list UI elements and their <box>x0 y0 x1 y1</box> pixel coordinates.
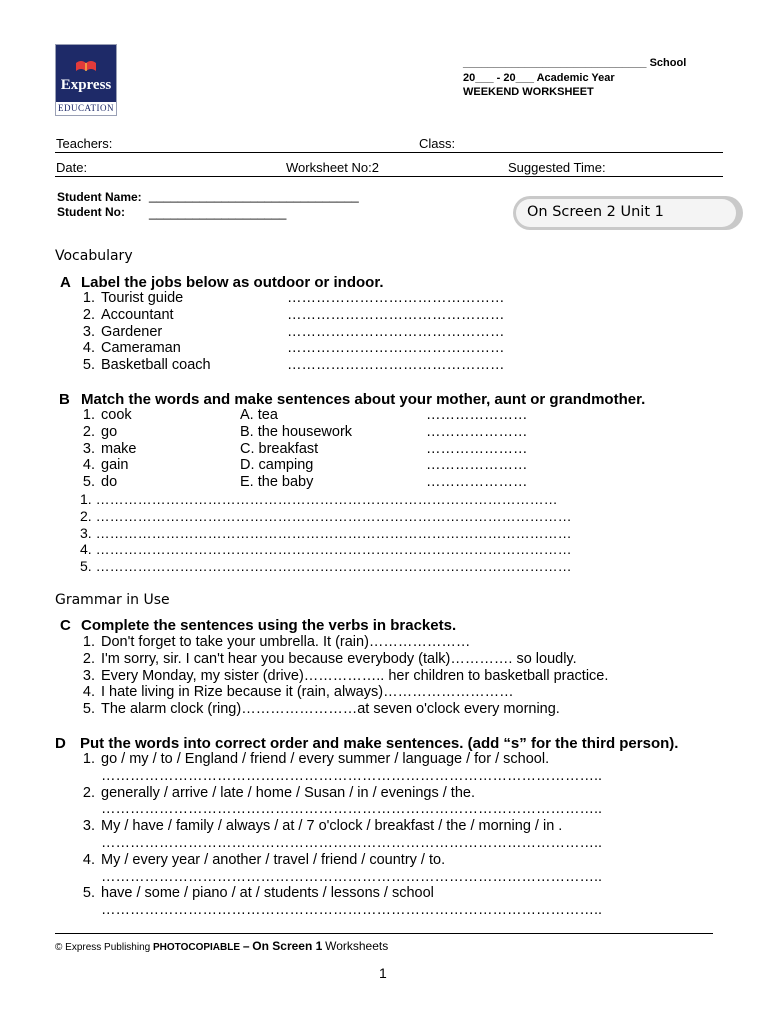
word-order-text: go / my / to / England / friend / every summer / language / for / school. <box>101 751 550 767</box>
answer-blank[interactable]: ………………………………………………………………………………………….. <box>101 868 603 885</box>
job-name: Cameraman <box>101 340 181 357</box>
date-label: Date: <box>56 160 88 175</box>
job-name: Accountant <box>101 306 174 323</box>
match-option: A. tea <box>240 407 278 423</box>
match-option: B. the housework <box>240 423 353 440</box>
job-name: Gardener <box>101 323 163 340</box>
footer-credit <box>55 939 388 953</box>
student-no-field[interactable]: ___________________ <box>149 205 287 220</box>
section-d-instruction: Put the words into correct order and make sentences. (add “s” for the third person). <box>80 735 679 752</box>
sentence-text: Don't forget to take your umbrella. It (rain)………………… <box>101 634 471 650</box>
footer-copyright: © Express Publishing <box>55 942 151 953</box>
section-b-instruction: Match the words and make sentences about your mother, aunt or grandmother. <box>81 391 646 408</box>
unit-badge-inner <box>516 199 736 227</box>
worksheet-type: WEEKEND WORKSHEET <box>463 86 594 98</box>
teachers-rule <box>55 152 723 153</box>
sentence-text: I hate living in Rize because it (rain, always)……………………… <box>101 684 514 701</box>
section-a-letter: A <box>60 274 71 291</box>
verb: make <box>101 440 137 457</box>
section-b-letter: B <box>59 391 70 408</box>
word-order-text: have / some / piano / at / students / lessons / school <box>101 885 434 902</box>
verb: do <box>101 474 118 491</box>
sentence-line[interactable]: 4. ………………………………………………………………………………………… <box>80 541 572 558</box>
section-c-letter: C <box>60 617 71 634</box>
sentence-line[interactable]: 5. ………………………………………………………………………………………… <box>80 558 572 575</box>
sentence-text: The alarm clock (ring)……………………at seven o'clock every morning. <box>101 701 560 718</box>
unit-badge <box>513 196 743 230</box>
answer-blank[interactable]: ………………… <box>426 474 528 491</box>
time-label: Suggested Time: <box>508 160 606 175</box>
job-name: Basketball coach <box>101 357 211 374</box>
answer-blank[interactable]: ……………………………………… <box>287 323 505 340</box>
footer-rule <box>55 933 713 934</box>
answer-blank[interactable]: ………………… <box>426 407 528 423</box>
footer-series: On Screen 1 <box>252 939 323 953</box>
school-line: ______________________________ School <box>463 57 687 69</box>
verb: gain <box>101 457 129 474</box>
student-no-label: Student No: <box>57 205 125 219</box>
match-option: C. breakfast <box>240 440 319 457</box>
section-d-letter: D <box>55 735 66 752</box>
sentence-text: Every Monday, my sister (drive)…………….. her children to basketball practice. <box>101 667 609 684</box>
answer-blank[interactable]: ………………… <box>426 440 528 457</box>
word-order-text: My / every year / another / travel / friend / country / to. <box>101 851 446 868</box>
answer-blank[interactable]: ……………………………………… <box>287 290 505 306</box>
section-c-instruction: Complete the sentences using the verbs in brackets. <box>81 617 457 634</box>
section-a-instruction: Label the jobs below as outdoor or indoor. <box>81 274 384 291</box>
footer-worksheets: Worksheets <box>325 939 389 953</box>
word-order-text: generally / arrive / late / home / Susan / in / evenings / the. <box>101 784 475 801</box>
date-rule <box>55 176 723 177</box>
verb: cook <box>101 407 132 423</box>
vocabulary-title: Vocabulary <box>55 248 133 264</box>
match-option: E. the baby <box>240 474 314 491</box>
word-order-text: My / have / family / always / at / 7 o'clock / breakfast / the / morning / in . <box>101 818 563 835</box>
student-name-label: Student Name: <box>57 190 142 204</box>
sentence-line[interactable]: 1. ……………………………………………………………………………………… <box>80 491 558 507</box>
answer-blank[interactable]: ………………… <box>426 457 528 474</box>
class-label: Class: <box>419 136 456 151</box>
answer-blank[interactable]: ………………… <box>426 423 528 440</box>
answer-blank[interactable]: ………………………………………………………………………………………….. <box>101 767 603 784</box>
unit-badge-text: On Screen 2 Unit 1 <box>527 204 664 220</box>
student-name-field[interactable]: _____________________________ <box>149 188 359 203</box>
academic-year: 20___ - 20___ Academic Year <box>463 72 615 84</box>
section-b-sentences <box>80 491 572 575</box>
footer-dash: – <box>242 939 250 953</box>
match-option: D. camping <box>240 457 314 474</box>
worksheet-number: Worksheet No:2 <box>286 160 379 175</box>
sentence-line[interactable]: 3. ………………………………………………………………………………………… <box>80 524 572 541</box>
logo-sub: EDUCATION <box>58 103 114 113</box>
answer-blank[interactable]: ……………………………………… <box>287 340 505 357</box>
job-name: Tourist guide <box>101 290 184 306</box>
footer-photocopiable: PHOTOCOPIABLE <box>152 942 241 953</box>
book-icon <box>74 59 98 73</box>
answer-blank[interactable]: ……………………………………… <box>287 357 505 374</box>
verb: go <box>101 423 118 440</box>
sentence-text: I'm sorry, sir. I can't hear you because everybody (talk)…………. so loudly. <box>101 650 577 667</box>
teachers-label: Teachers: <box>56 136 113 151</box>
express-logo <box>55 44 117 116</box>
logo-brand: Express <box>60 77 112 93</box>
page-number: 1 <box>379 965 387 981</box>
answer-blank[interactable]: ………………………………………………………………………………………….. <box>101 834 603 851</box>
answer-blank[interactable]: ………………………………………………………………………………………….. <box>101 801 603 818</box>
grammar-title: Grammar in Use <box>55 592 170 608</box>
answer-blank[interactable]: ………………………………………………………………………………………….. <box>101 902 603 919</box>
sentence-line[interactable]: 2. ………………………………………………………………………………………… <box>80 507 572 524</box>
answer-blank[interactable]: ……………………………………… <box>287 306 505 323</box>
